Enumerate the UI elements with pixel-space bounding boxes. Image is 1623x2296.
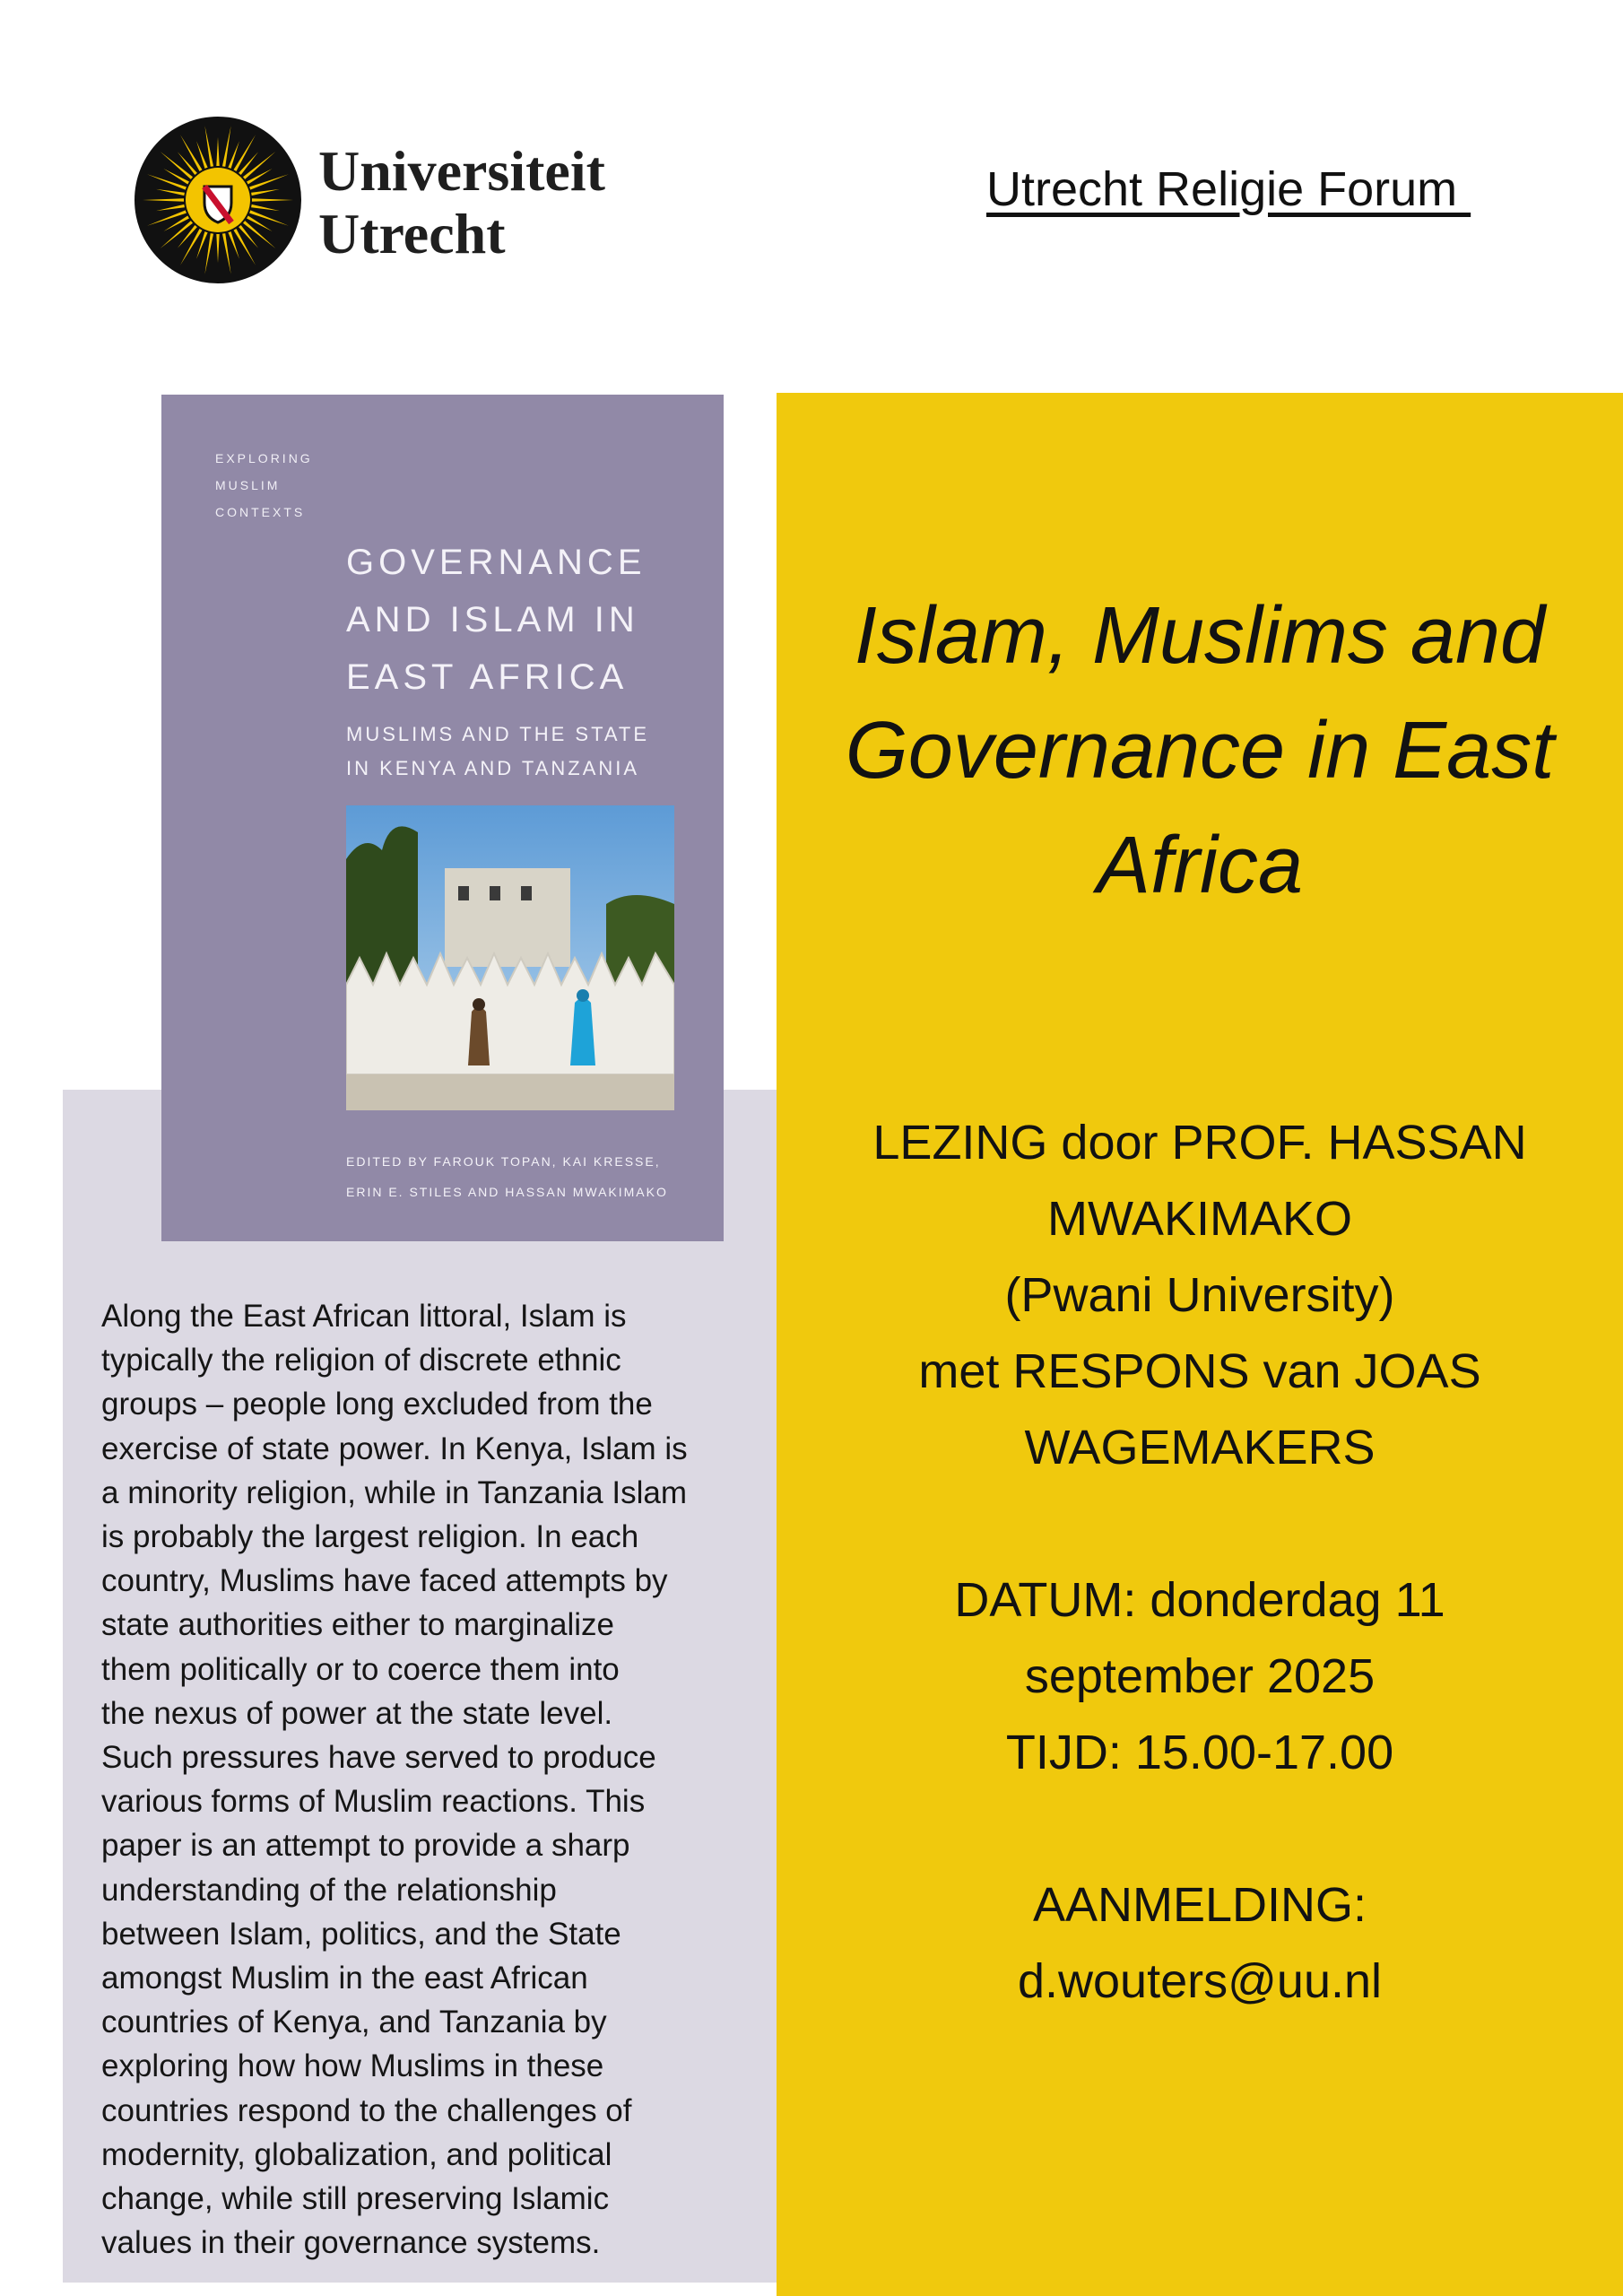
abstract-line: understanding of the relationship bbox=[101, 1872, 557, 1908]
event-details bbox=[777, 1105, 1623, 2020]
university-logo bbox=[133, 115, 671, 294]
sun-seal-icon bbox=[133, 115, 303, 285]
book-subtitle bbox=[346, 718, 705, 786]
book-editors-line: EDITED BY FAROUK TOPAN, KAI KRESSE, bbox=[346, 1154, 661, 1169]
logo-line-2: Utrecht bbox=[318, 202, 506, 265]
abstract-line: is probably the largest religion. In each bbox=[101, 1519, 639, 1555]
forum-title: Utrecht Religie Forum bbox=[986, 162, 1471, 216]
series-line: MUSLIM bbox=[215, 478, 281, 492]
speaker-line: WAGEMAKERS bbox=[1024, 1421, 1376, 1474]
spacer bbox=[777, 1486, 1623, 1562]
series-line: EXPLORING bbox=[215, 451, 313, 465]
abstract-line: a minority religion, while in Tanzania Islam bbox=[101, 1474, 687, 1510]
time-line: TIJD: 15.00-17.00 bbox=[1005, 1726, 1394, 1779]
speaker-line: LEZING door PROF. HASSAN bbox=[872, 1116, 1527, 1170]
date-line: september 2025 bbox=[1024, 1649, 1376, 1703]
book-subtitle-line: IN KENYA AND TANZANIA bbox=[346, 757, 640, 779]
abstract-line: change, while still preserving Islamic bbox=[101, 2181, 610, 2217]
logo-line-1: Universiteit bbox=[318, 139, 605, 203]
abstract-line: Along the East African littoral, Islam is bbox=[101, 1299, 627, 1334]
abstract-line: Such pressures have served to produce bbox=[101, 1740, 656, 1776]
abstract-line: values in their governance systems. bbox=[101, 2225, 601, 2261]
abstract-line: amongst Muslim in the east African bbox=[101, 1961, 588, 1996]
abstract-line: them politically or to coerce them into bbox=[101, 1651, 620, 1687]
speaker-line: MWAKIMAKO bbox=[1046, 1192, 1352, 1246]
abstract-line: exploring how how Muslims in these bbox=[101, 2048, 604, 2084]
abstract-line: groups – people long excluded from the bbox=[101, 1387, 653, 1422]
spacer bbox=[777, 1791, 1623, 1867]
abstract-line: state authorities either to marginalize bbox=[101, 1607, 614, 1643]
series-line: CONTEXTS bbox=[215, 505, 306, 519]
abstract-line: between Islam, politics, and the State bbox=[101, 1916, 621, 1952]
date-line: DATUM: donderdag 11 bbox=[954, 1573, 1445, 1627]
logo-wordmark bbox=[318, 140, 605, 265]
registration-email[interactable]: d.wouters@uu.nl bbox=[1017, 1954, 1383, 2008]
book-title bbox=[346, 534, 705, 706]
abstract-line: modernity, globalization, and political bbox=[101, 2136, 612, 2172]
event-title-line: Africa bbox=[1096, 821, 1304, 910]
abstract-line: countries of Kenya, and Tanzania by bbox=[101, 2005, 607, 2040]
book-title-line: AND ISLAM IN bbox=[346, 600, 639, 639]
abstract-line: countries respond to the challenges of bbox=[101, 2092, 632, 2128]
abstract-line: typically the religion of discrete ethnic bbox=[101, 1343, 621, 1378]
abstract-text bbox=[101, 1294, 747, 2265]
book-subtitle-line: MUSLIMS AND THE STATE bbox=[346, 723, 650, 745]
speaker-line: met RESPONS van JOAS bbox=[918, 1344, 1481, 1398]
cover-photo bbox=[346, 805, 674, 1110]
abstract-line: paper is an attempt to provide a sharp bbox=[101, 1828, 630, 1864]
abstract-line: exercise of state power. In Kenya, Islam is bbox=[101, 1431, 688, 1466]
book-series bbox=[215, 445, 313, 526]
abstract-line: various forms of Muslim reactions. This bbox=[101, 1784, 646, 1820]
event-title-line: Governance in East bbox=[845, 706, 1555, 796]
speaker-line: (Pwani University) bbox=[1004, 1268, 1395, 1322]
book-title-line: GOVERNANCE bbox=[346, 543, 647, 582]
event-title-line: Islam, Muslims and bbox=[854, 591, 1546, 681]
abstract-line: country, Muslims have faced attempts by bbox=[101, 1563, 668, 1599]
book-cover bbox=[161, 395, 724, 1241]
book-editors-line: ERIN E. STILES AND HASSAN MWAKIMAKO bbox=[346, 1185, 668, 1199]
abstract-line: the nexus of power at the state level. bbox=[101, 1695, 613, 1731]
book-title-line: EAST AFRICA bbox=[346, 657, 629, 697]
registration-label: AANMELDING: bbox=[1032, 1878, 1367, 1932]
event-title bbox=[777, 578, 1623, 923]
book-editors bbox=[346, 1146, 705, 1207]
